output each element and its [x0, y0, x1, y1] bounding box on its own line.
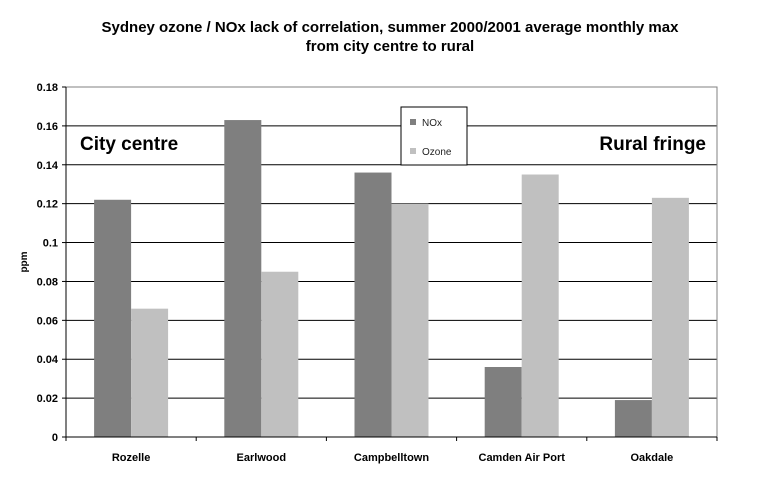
y-tick-label: 0: [51, 432, 58, 444]
bar-nox-earlwood: [224, 120, 261, 437]
legend-label-ozone: Ozone: [422, 147, 452, 158]
bar-nox-oakdale: [615, 400, 652, 437]
legend-label-nox: NOx: [422, 118, 442, 129]
chart-title-line-1: Sydney ozone / NOx lack of correlation, summer 2000/2001 average monthly max: [101, 19, 679, 36]
bar-ozone-oakdale: [652, 198, 689, 437]
x-tick-label: Campbelltown: [353, 452, 430, 464]
y-tick-label: 0.16: [36, 120, 58, 133]
y-tick-label: 0.18: [36, 82, 58, 94]
y-tick-label: 0.1: [42, 237, 58, 250]
bar-ozone-earlwood: [261, 272, 298, 437]
x-tick-label: Rozelle: [111, 452, 151, 464]
x-tick-label: Camden Air Port: [478, 452, 565, 464]
x-tick-label: Earlwood: [236, 452, 287, 464]
bars: [94, 120, 689, 437]
y-tick-label: 0.02: [36, 393, 58, 406]
bar-nox-campbelltown: [355, 173, 392, 437]
bar-ozone-camden-air-port: [522, 175, 559, 438]
x-tick-label: Oakdale: [630, 452, 674, 464]
y-tick-label: 0.06: [36, 315, 58, 328]
y-tick-label: 0.04: [36, 354, 58, 367]
legend-swatch-nox: [410, 119, 416, 125]
legend: [401, 107, 467, 165]
chart-title-line-2: from city centre to rural: [305, 38, 475, 55]
bar-nox-camden-air-port: [485, 367, 522, 437]
bar-ozone-campbelltown: [392, 204, 429, 437]
bar-ozone-rozelle: [131, 309, 168, 437]
city-centre-annotation: City centre: [80, 134, 179, 155]
y-tick-label: 0.12: [36, 198, 58, 211]
y-axis-title: ppm: [19, 251, 30, 273]
legend-swatch-ozone: [410, 148, 416, 154]
y-tick-label: 0.14: [36, 159, 58, 172]
rural-fringe-annotation: Rural fringe: [599, 134, 706, 155]
bar-nox-rozelle: [94, 200, 131, 437]
y-tick-label: 0.08: [36, 276, 58, 289]
